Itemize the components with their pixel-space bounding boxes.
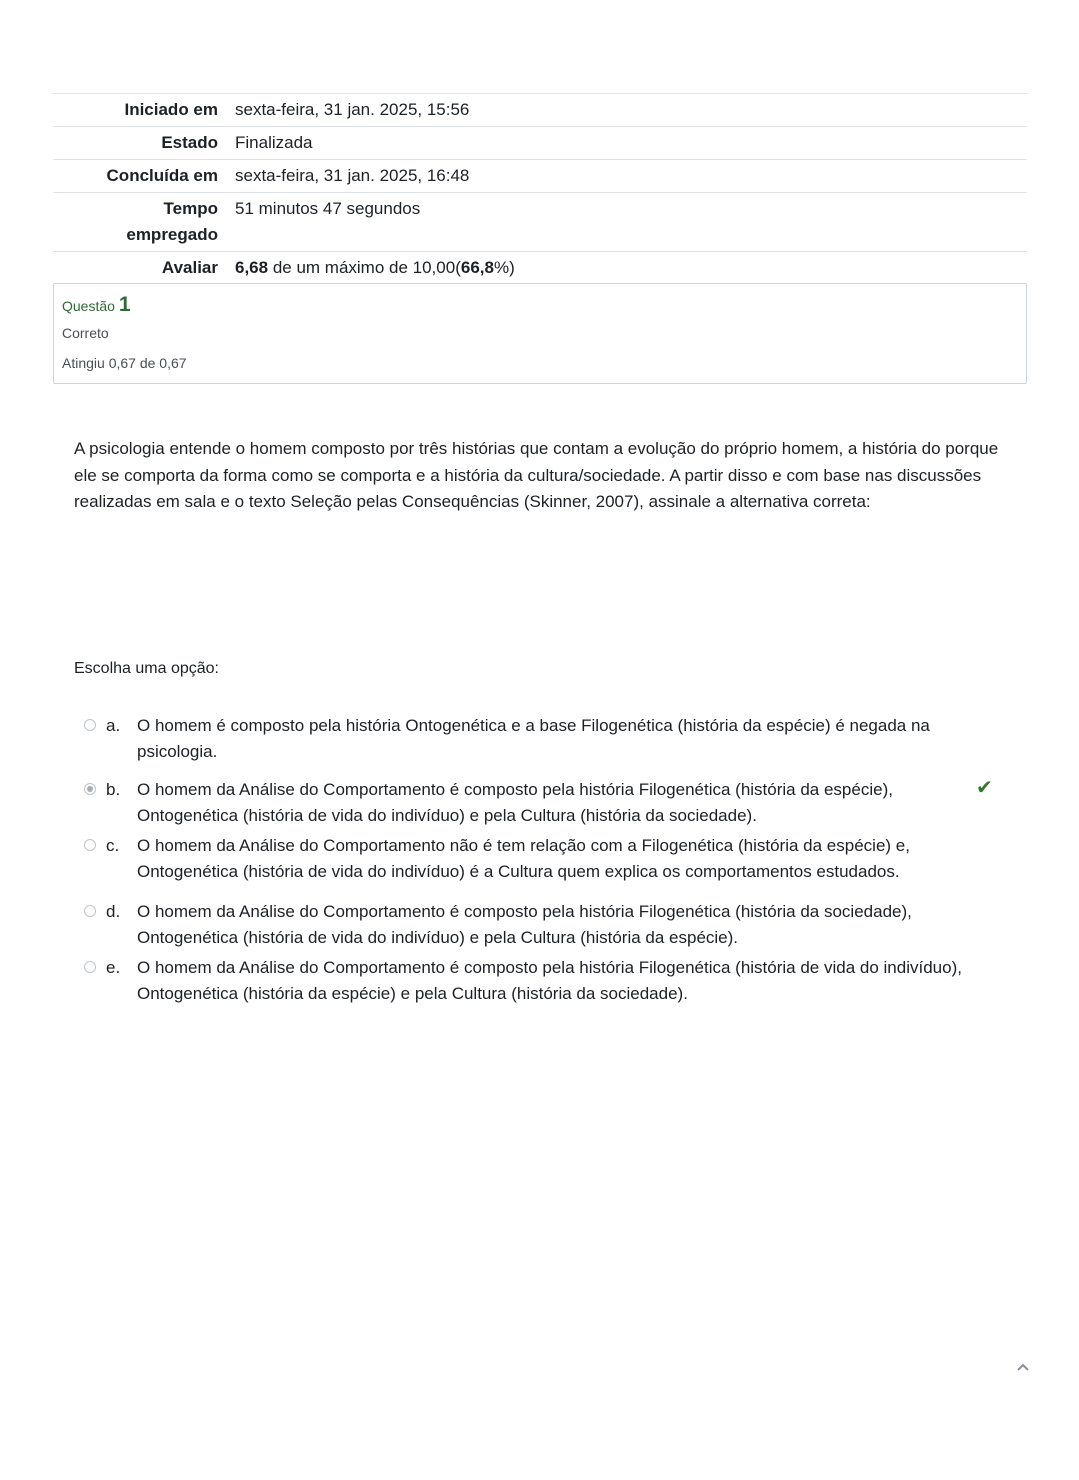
radio-button[interactable] xyxy=(84,719,96,731)
check-icon: ✔ xyxy=(976,777,993,799)
summary-label xyxy=(53,193,235,252)
summary-label-line1: Tempo xyxy=(163,199,218,218)
option-text: O homem da Análise do Comportamento é composto pela história Filogenética (história da espécie), Ontogenética (história de vida do indivíduo) e pela Cultura (história da sociedade). xyxy=(137,780,893,825)
answer-option-c[interactable] xyxy=(82,833,1012,885)
grade-percent: 66,8 xyxy=(460,258,494,277)
option-text: O homem da Análise do Comportamento não é tem relação com a Filogenética (história da espécie) e, Ontogenética (história de vida do indivíduo) é a Cultura quem explica os comportamentos estudados. xyxy=(137,836,910,881)
answer-option-e[interactable] xyxy=(82,955,1012,1007)
option-text: O homem da Análise do Comportamento é composto pela história Filogenética (história de vida do indivíduo), Ontogenética (história da espécie) e pela Cultura (história da sociedade). xyxy=(137,958,962,1003)
summary-row-grade xyxy=(53,252,1027,285)
summary-value: Finalizada xyxy=(235,133,313,152)
summary-value: sexta-feira, 31 jan. 2025, 15:56 xyxy=(235,100,470,119)
summary-value xyxy=(235,252,1027,285)
chevron-up-icon xyxy=(1016,1360,1030,1374)
answer-prompt: Escolha uma opção: xyxy=(74,660,219,677)
option-letter: c. xyxy=(106,836,120,855)
radio-button[interactable] xyxy=(84,961,96,973)
summary-value: sexta-feira, 31 jan. 2025, 16:48 xyxy=(235,166,470,185)
answer-option-b[interactable] xyxy=(82,777,1012,829)
question-number-value: 1 xyxy=(118,293,131,316)
summary-row-state xyxy=(53,127,1027,160)
option-letter: b. xyxy=(106,780,121,799)
radio-button[interactable] xyxy=(84,905,96,917)
summary-label: Estado xyxy=(161,133,218,152)
answer-option-a[interactable] xyxy=(82,713,1012,765)
question-prefix: Questão xyxy=(62,298,115,314)
option-text: O homem da Análise do Comportamento é composto pela história Filogenética (história da sociedade), Ontogenética (história de vida do indivíduo) e pela Cultura (história da espécie). xyxy=(137,902,912,947)
radio-button-selected[interactable] xyxy=(84,783,96,795)
grade-value: 6,68 xyxy=(235,258,269,277)
summary-label: Iniciado em xyxy=(124,100,218,119)
question-number xyxy=(62,293,131,317)
summary-value: 51 minutos 47 segundos xyxy=(235,199,421,218)
answer-options xyxy=(82,713,1012,1007)
summary-label: Avaliar xyxy=(161,258,218,277)
radio-button[interactable] xyxy=(84,839,96,851)
option-letter: a. xyxy=(106,716,121,735)
question-info-box xyxy=(53,283,1027,384)
option-text: O homem é composto pela história Ontogenética e a base Filogenética (história da espécie) é negada na psicologia. xyxy=(137,716,930,761)
summary-row-completed xyxy=(53,160,1027,193)
summary-row-time xyxy=(53,193,1027,252)
grade-mid: de um máximo de 10,00( xyxy=(268,258,461,277)
summary-row-started xyxy=(53,94,1027,127)
summary-label-line2: empregado xyxy=(126,225,218,244)
option-letter: d. xyxy=(106,902,121,921)
scroll-to-top-button[interactable] xyxy=(1012,1358,1034,1380)
answer-option-d[interactable] xyxy=(82,899,1012,951)
summary-label: Concluída em xyxy=(106,166,218,185)
question-state: Correto xyxy=(62,325,109,341)
attempt-summary-table xyxy=(53,93,1027,284)
grade-end: %) xyxy=(493,258,515,277)
option-letter: e. xyxy=(106,958,121,977)
question-grade: Atingiu 0,67 de 0,67 xyxy=(62,355,187,371)
question-text: A psicologia entende o homem composto por três histórias que contam a evolução do próprio homem, a história do porque ele se comporta da forma como se comporta e a história da cultura/sociedade. A partir disso e com base nas discussões realizadas em sala e o texto Seleção pelas Consequências (Skinner, 2007), assinale a alternativa correta: xyxy=(74,439,999,511)
